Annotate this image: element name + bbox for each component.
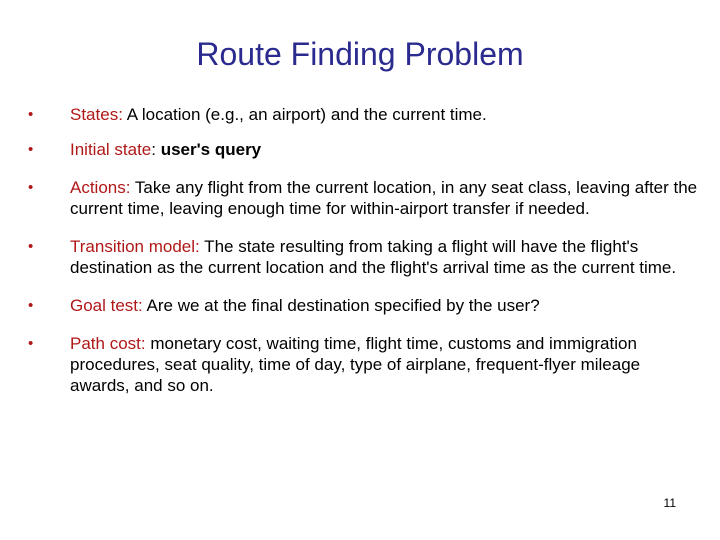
bullet-item-transition-model [28, 236, 698, 278]
bullet-label: Initial state [70, 140, 152, 159]
bullet-icon: • [28, 141, 34, 158]
bullet-icon: • [28, 179, 34, 196]
bullet-icon: • [28, 335, 34, 352]
bullet-label: Goal test: [70, 296, 143, 315]
bullet-item-path-cost [28, 333, 698, 396]
bullet-label: Actions: [70, 178, 131, 197]
bullet-item-actions [28, 177, 698, 219]
bullet-icon: • [28, 238, 34, 255]
bullet-text: Are we at the final destination specified by the user? [142, 296, 540, 315]
bullet-icon: • [28, 106, 34, 123]
bullet-text: monetary cost, waiting time, flight time, customs and immigration procedures, seat quality, time of day, type of airplane, frequent-flyer mileage awards, and so on. [70, 334, 641, 395]
bullet-text: A location (e.g., an airport) and the current time. [122, 105, 487, 124]
bullet-item-states [28, 104, 698, 125]
bullet-text: Take any flight from the current location, in any seat class, leaving after the current time, leaving enough time for within-airport transfer if needed. [70, 178, 698, 218]
bullet-emphasis: user's query [160, 140, 262, 159]
bullet-item-goal-test [28, 295, 698, 316]
bullet-list [28, 104, 698, 413]
bullet-label: Path cost: [70, 334, 146, 353]
slide-title: Route Finding Problem [196, 36, 524, 72]
bullet-item-initial-state [28, 139, 698, 160]
bullet-text: : [151, 140, 161, 159]
bullet-icon: • [28, 297, 34, 314]
page-number: 11 [663, 496, 676, 510]
bullet-text: The state resulting from taking a flight will have the flight's destination as the current location and the flight's arrival time as the current time. [70, 237, 677, 277]
bullet-label: Transition model: [70, 237, 200, 256]
bullet-label: States: [70, 105, 123, 124]
